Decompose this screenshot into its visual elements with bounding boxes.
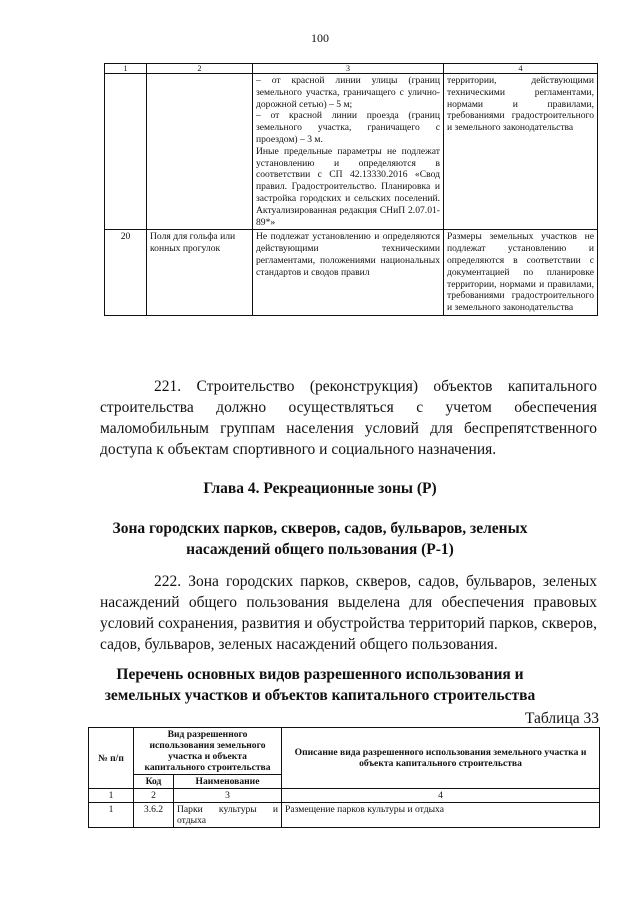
- column-number-cell: 3: [253, 64, 444, 74]
- column-number-cell: 4: [282, 789, 600, 803]
- name-cell: Парки культуры и отдыха: [174, 803, 282, 828]
- row-number-cell: [105, 74, 147, 230]
- list-heading-line: Перечень основных видов разрешенного использования и: [116, 666, 524, 683]
- column-number-cell: 2: [147, 64, 253, 74]
- table-row: [105, 230, 598, 316]
- list-heading-line: земельных участков и объектов капитального строительства: [104, 687, 536, 704]
- table-row: [105, 74, 598, 230]
- table-label: Таблица 33: [524, 710, 599, 727]
- row-number-cell: 20: [105, 230, 147, 316]
- header-number-cell: № п/п: [89, 728, 134, 789]
- header-code-cell: Код: [134, 775, 174, 789]
- table-header-row: [89, 728, 600, 775]
- parameter-line: Иные предельные параметры не подлежат установлению и определяются в соответствии с СП 42.13330.2016 «Свод правил. Градостроительство. Планировка и застройка городских и сельских поселений. Актуализированная редакция СНиП 2.07.01-89*»: [256, 145, 440, 228]
- paragraph-222: 222. Зона городских парков, скверов, садов, бульваров, зеленых насаждений общего пользования выделена для обеспечения правовых условий сохранения, развития и обустройства территорий парков, скверов, садов, бульваров, зеленых насаждений общего пользования.: [100, 573, 597, 653]
- regulation-cell: территории, действующими техническими регламентами, нормами и правилами, требованиями градостроительного и земельного законодательства: [444, 74, 598, 230]
- zone-heading-line: Зона городских парков, скверов, садов, бульваров, зеленых: [112, 520, 528, 537]
- chapter-heading: Глава 4. Рекреационные зоны (Р): [203, 480, 437, 497]
- parameter-line: – от красной линии улицы (границ земельного участка, граничащего с улично-дорожной сетью) – 5 м;: [256, 75, 440, 110]
- table-column-number-row: [89, 789, 600, 803]
- page-number: 100: [311, 31, 329, 45]
- table-header-row: [105, 64, 598, 74]
- use-name-cell: Поля для гольфа или конных прогулок: [147, 230, 253, 316]
- header-kind-cell: Вид разрешенного использования земельного участка и объекта капитального строительства: [134, 728, 282, 775]
- table-row: [89, 803, 600, 828]
- column-number-cell: 1: [89, 789, 134, 803]
- code-cell: 3.6.2: [134, 803, 174, 828]
- header-description-cell: Описание вида разрешенного использования земельного участка и объекта капитального строительства: [282, 728, 600, 789]
- parameter-line: – от красной линии проезда (границ земельного участка, граничащего с проездом) – 3 м.: [256, 110, 440, 145]
- paragraph-221: 221. Строительство (реконструкция) объектов капитального строительства должно осуществляться с учетом обеспечения маломобильным группам населения условий для беспрепятственного доступа к объектам спортивного и социального назначения.: [100, 378, 597, 458]
- column-number-cell: 4: [444, 64, 598, 74]
- row-number-cell: 1: [89, 803, 134, 828]
- permitted-uses-table: [88, 727, 600, 828]
- header-name-cell: Наименование: [174, 775, 282, 789]
- use-name-cell: [147, 74, 253, 230]
- column-number-cell: 3: [174, 789, 282, 803]
- zone-heading-line: насаждений общего пользования (Р-1): [186, 541, 454, 558]
- column-number-cell: 2: [134, 789, 174, 803]
- description-cell: Размещение парков культуры и отдыха: [282, 803, 600, 828]
- parameters-cell: Не подлежат установлению и определяются действующими техническими регламентами, положениями национальных стандартов и сводов правил: [253, 230, 444, 316]
- column-number-cell: 1: [105, 64, 147, 74]
- parameters-cell: [253, 74, 444, 230]
- regulation-cell: Размеры земельных участков не подлежат установлению и определяются в соответствии с документацией по планировке территории, нормами и правилами, требованиями градостроительного и земельного законодательства: [444, 230, 598, 316]
- zone-parameters-table: [104, 63, 598, 316]
